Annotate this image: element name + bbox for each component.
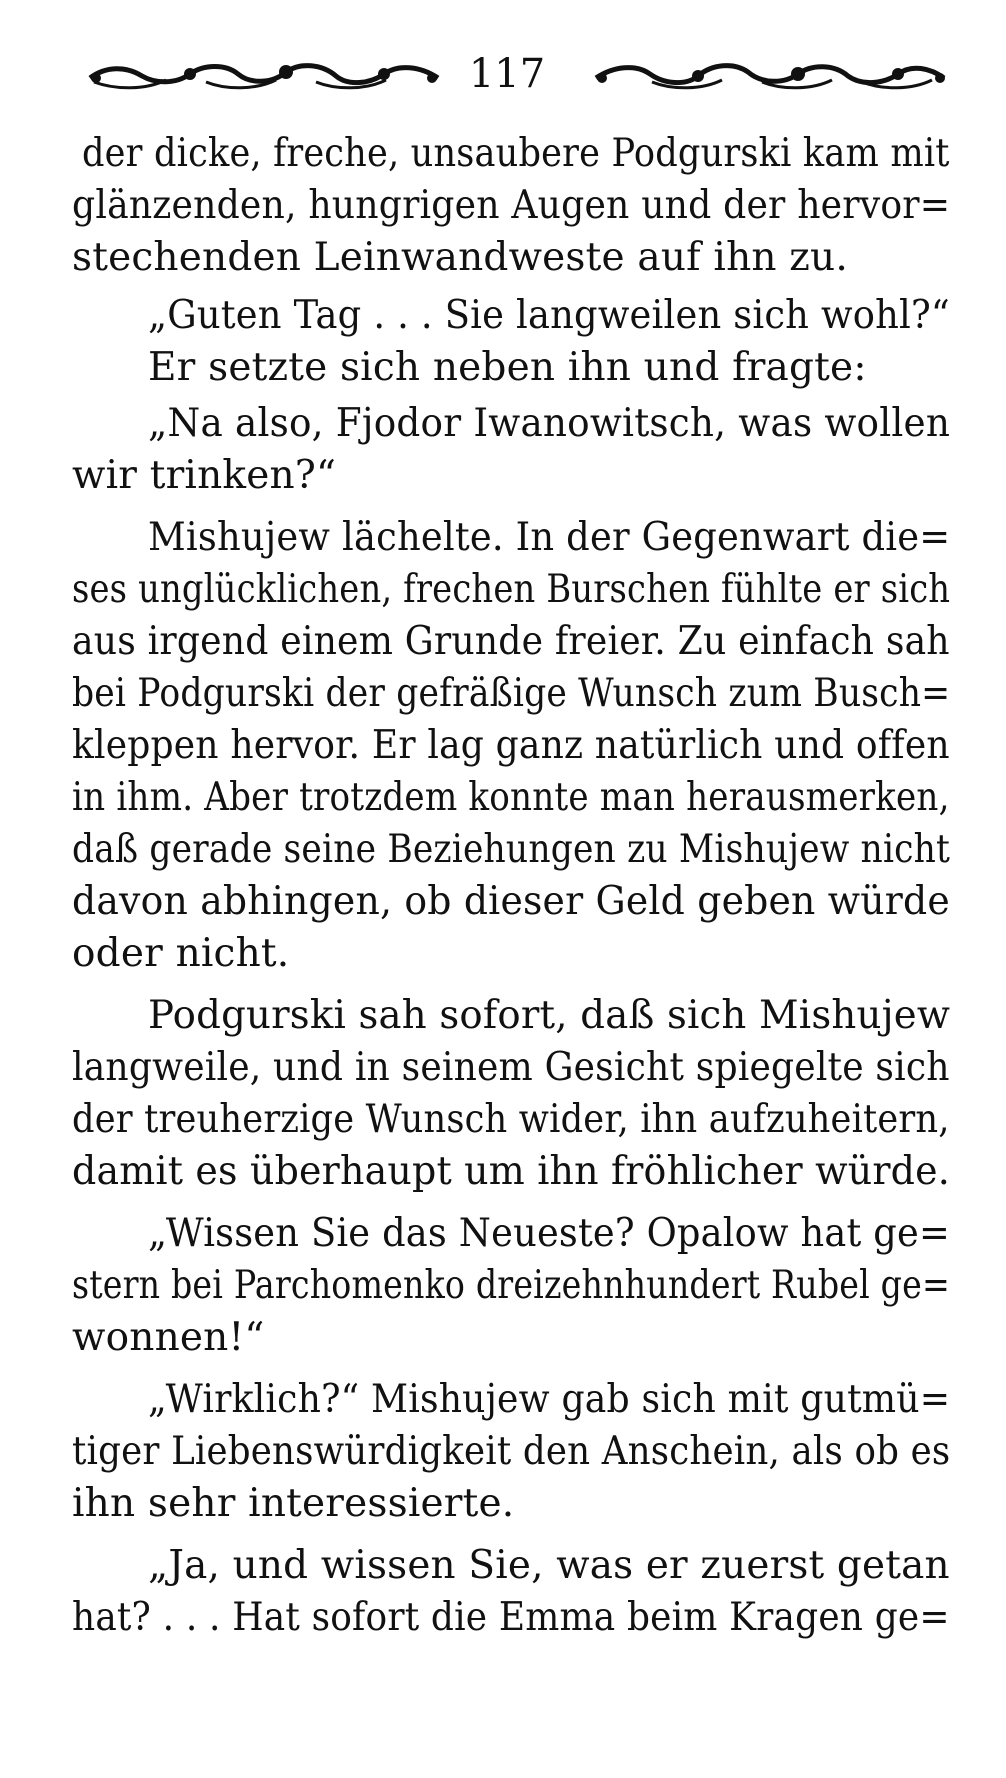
text-line: aus irgend einem Grunde freier. Zu einfach sah (72, 619, 950, 664)
text-line: daß gerade seine Beziehungen zu Mishujew nicht (72, 827, 951, 872)
text-line: „Wissen Sie das Neueste? Opalow hat ge= (148, 1211, 950, 1256)
text-line: wonnen!“ (72, 1315, 265, 1360)
text-line: kleppen hervor. Er lag ganz natürlich und offen (72, 723, 950, 768)
text-line: stechenden Leinwandweste auf ihn zu. (72, 235, 848, 280)
text-line: stern bei Parchomenko dreizehnhundert Rubel ge= (72, 1263, 950, 1308)
text-line: davon abhingen, ob dieser Geld geben würde (72, 879, 950, 924)
page-number: 117 (468, 51, 546, 97)
text-line: tiger Liebenswürdigkeit den Anschein, als ob es (72, 1429, 951, 1474)
text-line: der dicke, freche, unsaubere Podgurski kam mit (82, 131, 950, 176)
text-line: Er setzte sich neben ihn und fragte: (148, 345, 867, 390)
text-line: ses unglücklichen, frechen Burschen fühlte er sich (72, 567, 951, 612)
text-line: hat? . . . Hat sofort die Emma beim Kragen ge= (72, 1595, 950, 1640)
text-line: „Guten Tag . . . Sie langweilen sich wohl?“ (148, 293, 950, 338)
decorative-flourish-icon (86, 56, 442, 96)
text-line: damit es überhaupt um ihn fröhlicher würde. (72, 1149, 951, 1194)
text-line: wir trinken?“ (72, 453, 337, 498)
text-line: bei Podgurski der gefräßige Wunsch zum Busch= (72, 671, 951, 716)
text-line: oder nicht. (72, 931, 290, 976)
text-line: „Ja, und wissen Sie, was er zuerst getan (148, 1543, 950, 1588)
page-header (0, 46, 1006, 106)
text-line: „Na also, Fjodor Iwanowitsch, was wollen (148, 401, 951, 446)
text-line: ihn sehr interessierte. (72, 1481, 515, 1526)
decorative-flourish-icon (592, 56, 948, 96)
text-line: Mishujew lächelte. In der Gegenwart die= (148, 515, 951, 560)
text-line: glänzenden, hungrigen Augen und der hervor= (72, 183, 951, 228)
text-line: der treuherzige Wunsch wider, ihn aufzuheitern, (72, 1097, 950, 1142)
text-line: in ihm. Aber trotzdem konnte man herausmerken, (72, 775, 950, 820)
text-line: langweile, und in seinem Gesicht spiegelte sich (72, 1045, 950, 1090)
text-line: Podgurski sah sofort, daß sich Mishujew (148, 993, 951, 1038)
text-line: „Wirklich?“ Mishujew gab sich mit gutmü= (148, 1377, 951, 1422)
